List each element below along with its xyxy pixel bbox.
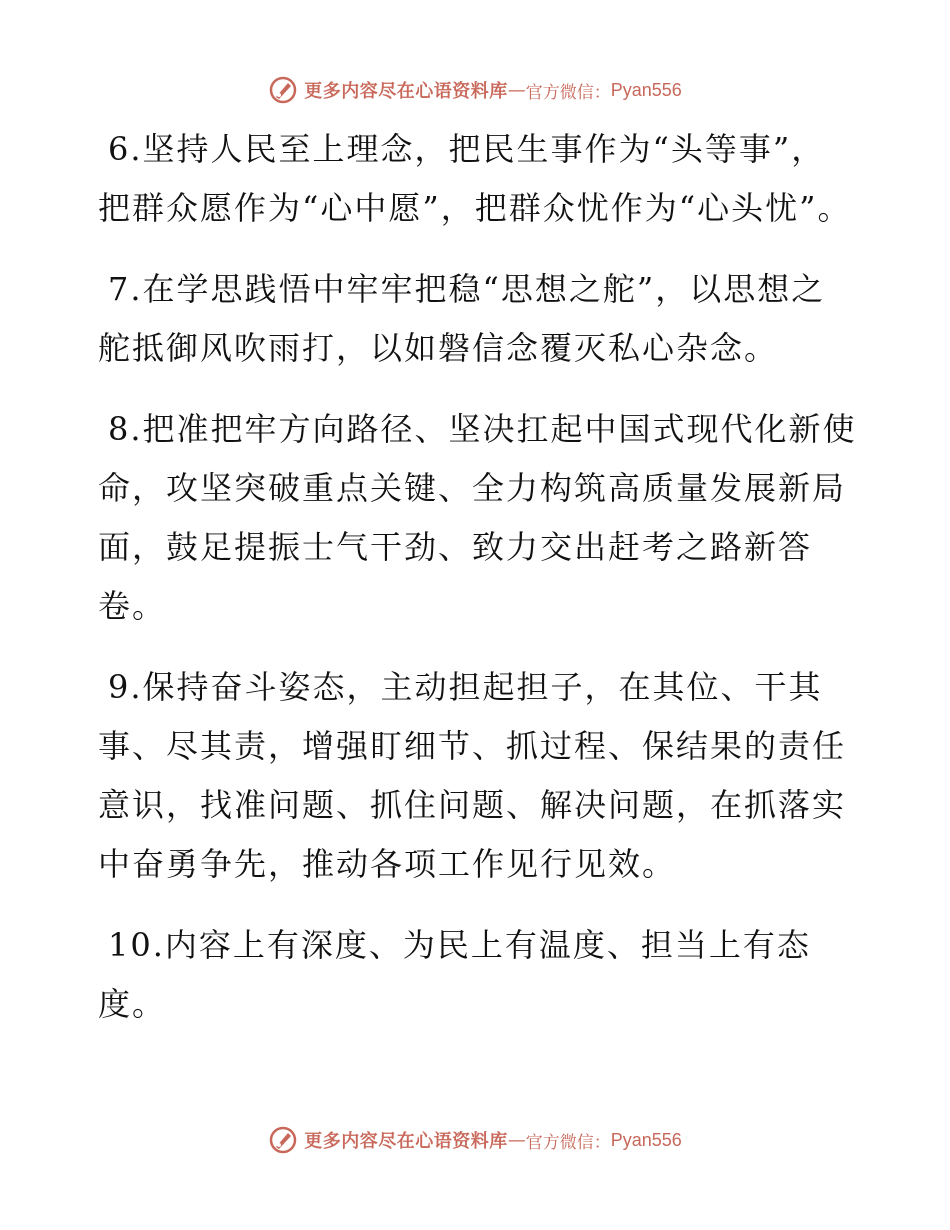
paragraph-9: 9.保持奋斗姿态，主动担起担子，在其位、干其事、尽其责，增强盯细节、抓过程、保结果的责任意识，找准问题、抓住问题、解决问题，在抓落实中奋勇争先，推动各项工作见行见效。 (98, 668, 847, 883)
watermark-label: 官方微信： (525, 82, 611, 103)
paragraph-6: 6.坚持人民至上理念，把民生事作为“头等事”，把群众愿作为“心中愿”，把群众忧作为“心头忧”。 (98, 130, 852, 227)
footer-watermark (0, 1122, 950, 1158)
watermark-id: Pyan556 (610, 1129, 682, 1150)
watermark-brand: 更多内容尽在心语资料库 (304, 1131, 508, 1152)
watermark-brand: 更多内容尽在心语资料库 (304, 81, 508, 102)
paragraph-8: 8.把准把牢方向路径、坚决扛起中国式现代化新使命，攻坚突破重点关键、全力构筑高质量发展新局面，鼓足提振士气干劲、致力交出赶考之路新答卷。 (98, 410, 857, 625)
watermark-id: Pyan556 (610, 79, 682, 100)
pen-logo-icon (268, 1125, 298, 1155)
watermark-dash: — (507, 1129, 526, 1151)
header-watermark (0, 72, 950, 108)
pen-logo-icon (268, 75, 298, 105)
paragraph-7: 7.在学思践悟中牢牢把稳“思想之舵”，以思想之舵抵御风吹雨打，以如磐信念覆灭私心杂念。 (98, 270, 826, 367)
watermark-label: 官方微信： (525, 1132, 611, 1153)
document-body (98, 120, 858, 1056)
paragraph-10: 10.内容上有深度、为民上有温度、担当上有态度。 (98, 926, 811, 1023)
watermark-dash: — (507, 79, 526, 101)
